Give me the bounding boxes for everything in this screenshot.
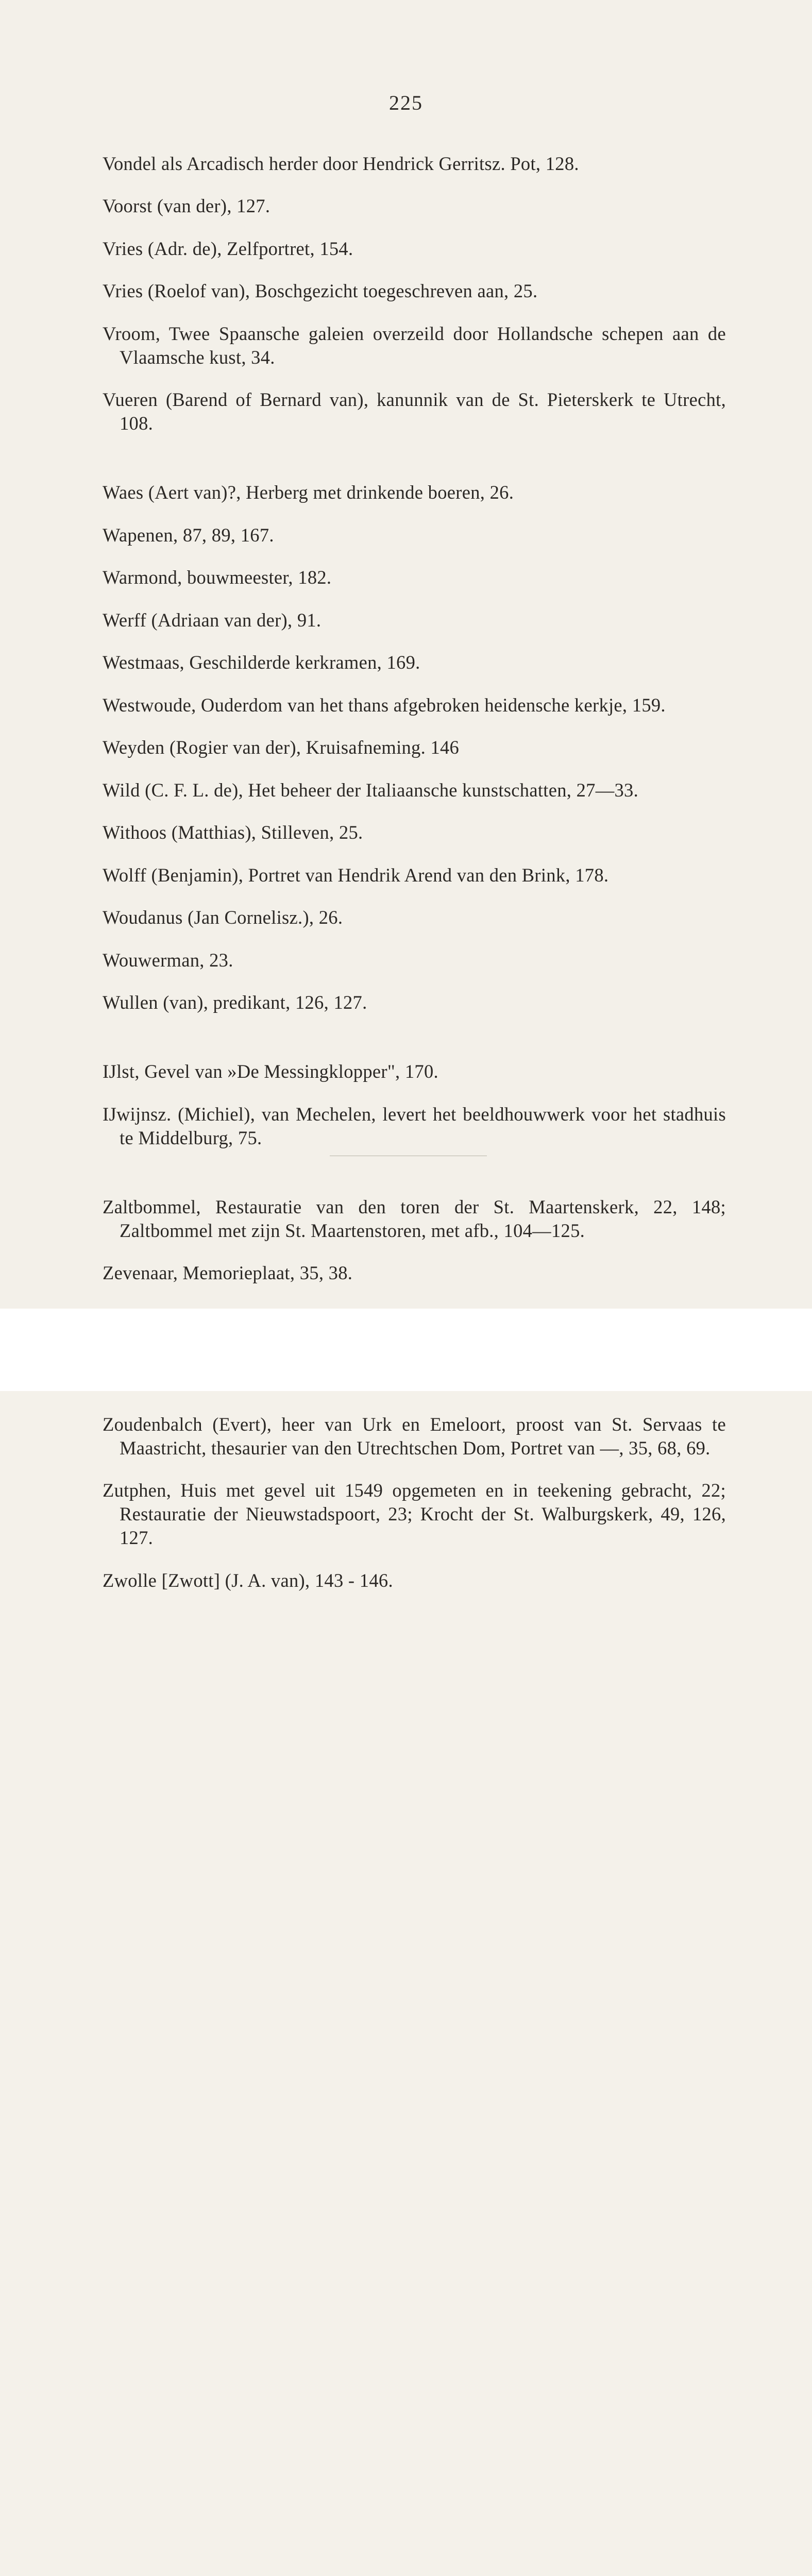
index-entry: Zoudenbalch (Evert), heer van Urk en Emeloort, proost van St. Servaas te Maastricht, thesaurier van den Utrechtschen Dom, Portret van —, 35, 68, 69. (103, 1413, 726, 1459)
index-entry: Vries (Adr. de), Zelfportret, 154. (103, 238, 353, 259)
index-entry: Vondel als Arcadisch herder door Hendrick Gerritsz. Pot, 128. (103, 152, 579, 174)
page-number: 225 (389, 91, 423, 114)
index-entry: Weyden (Rogier van der), Kruisafneming. 146 (103, 737, 460, 758)
index-entry: Voorst (van der), 127. (103, 195, 270, 216)
index-entry: IJwijnsz. (Michiel), van Mechelen, levert het beeldhouwwerk voor het stadhuis te Middelburg, 75. (103, 1103, 726, 1148)
index-entry: Withoos (Matthias), Stilleven, 25. (103, 822, 363, 843)
index-group-z (103, 1195, 726, 1592)
index-entry: Werff (Adriaan van der), 91. (103, 609, 322, 631)
index-entry: Warmond, bouwmeester, 182. (103, 567, 332, 588)
index-entry: Wolff (Benjamin), Portret van Hendrik Arend van den Brink, 178. (103, 864, 609, 886)
index-entry: Vroom, Twee Spaansche galeien overzeild door Hollandsche schepen aan de Vlaamsche kust, 34. (103, 323, 726, 368)
index-entry: Zevenaar, Memorieplaat, 35, 38. (103, 1262, 353, 1283)
index-entry: Wild (C. F. L. de), Het beheer der Italiaansche kunstschatten, 27—33. (103, 779, 639, 801)
index-entry: Woudanus (Jan Cornelisz.), 26. (103, 907, 343, 928)
index-entry: Zwolle [Zwott] (J. A. van), 143 - 146. (103, 1569, 393, 1591)
index-group-w (103, 481, 726, 1014)
index-entry: Westwoude, Ouderdom van het thans afgebroken heidensche kerkje, 159. (103, 694, 666, 716)
index-entry: Zutphen, Huis met gevel uit 1549 opgemeten en in teekening gebracht, 22; Restauratie der Nieuwstadspoort, 23; Krocht der St. Walburgskerk, 49, 126, 127. (103, 1480, 726, 1548)
index-group-v (103, 152, 726, 436)
index-entry: Wullen (van), predikant, 126, 127. (103, 992, 367, 1013)
index-entry: Waes (Aert van)?, Herberg met drinkende boeren, 26. (103, 482, 514, 503)
index-entry: Wouwerman, 23. (103, 949, 233, 971)
index-entry: Wapenen, 87, 89, 167. (103, 524, 274, 546)
index-group-ij (103, 1060, 726, 1150)
index-entry: IJlst, Gevel van »De Messingklopper", 170. (103, 1061, 438, 1082)
index-entry: Vueren (Barend of Bernard van), kanunnik van de St. Pieterskerk te Utrecht, 108. (103, 389, 726, 434)
digitization-footer (0, 1309, 812, 1391)
index-entry: Westmaas, Geschilderde kerkramen, 169. (103, 652, 420, 673)
index-entry: Zaltbommel, Restauratie van den toren der St. Maartenskerk, 22, 148; Zaltbommel met zijn St. Maartenstoren, met afb., 104—125. (103, 1196, 726, 1241)
index-entry: Vries (Roelof van), Boschgezicht toegeschreven aan, 25. (103, 280, 538, 301)
